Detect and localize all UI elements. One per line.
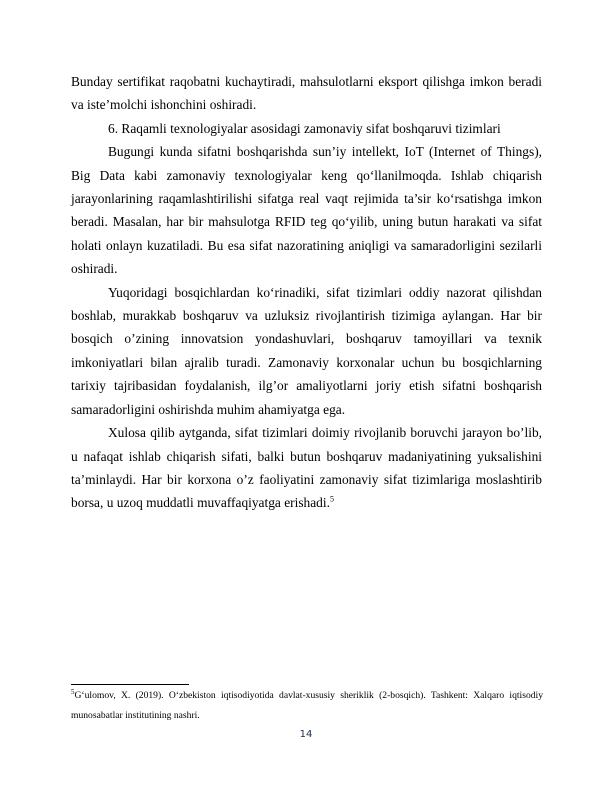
body-text — [71, 70, 542, 515]
paragraph-3 — [71, 281, 542, 421]
footnote — [71, 686, 543, 726]
page-number: 14 — [299, 729, 313, 740]
paragraph-text: Bugungi kunda sifatni boshqarishda sun’iy intellekt, IoT (Internet of Things), Big Data kabi zamonaviy texnologiyalar keng qo‘llanilmoqda. Ishlab chiqarish jarayonlarining raqamlashtirilishi sifatga real vaqt rejimida ta’sir ko‘rsatishga imkon beradi. Masalan, har bir mahsulotga RFID teg qo‘yilib, uning butun harakati va sifat holati onlayn kuzatiladi. Bu esa sifat nazoratining aniqligi va samaradorligini sezilarli oshiradi. — [71, 144, 542, 277]
footnote-divider — [71, 684, 189, 685]
paragraph-text: Yuqoridagi bosqichlardan ko‘rinadiki, sifat tizimlari oddiy nazorat qilishdan boshlab, murakkab boshqaruv va uzluksiz rivojlantirish tizimiga aylangan. Har bir bosqich o’zining innovatsion yondashuvlari, boshqaruv tamoyillari va texnik imkoniyatlari bilan ajralib turadi. Zamonaviy korxonalar uchun bu bosqichlarning tarixiy tajribasidan foydalanish, ilg’or amaliyotlarni joriy etish sifatni boshqarish samaradorligini oshirishda muhim ahamiyatga ega. — [71, 284, 542, 417]
footnote-text: G‘ulomov, X. (2019). O‘zbekiston iqtisodiyotida davlat-xususiy sheriklik (2-bosqich). Tashkent: Xalqaro iqtisodiy munosabatlar institutining nashri. — [71, 690, 543, 721]
footnote-reference[interactable]: 5 — [329, 494, 334, 504]
paragraph-1 — [71, 70, 542, 117]
paragraph-2 — [71, 140, 542, 280]
section-heading-text: 6. Raqamli texnologiyalar asosidagi zamonaviy sifat boshqaruvi tizimlari — [108, 120, 501, 136]
paragraph-text: Xulosa qilib aytganda, sifat tizimlari doimiy rivojlanib boruvchi jarayon bo’lib, u nafaqat ishlab chiqarish sifati, balki butun boshqaruv madaniyatining yuksalishini ta’minlaydi. Har bir korxona o’z faoliyatini zamonaviy sifat tizimlariga moslashtirib borsa, u uzoq muddatli muvaffaqiyatga erishadi. — [71, 425, 542, 511]
section-heading — [71, 117, 542, 140]
paragraph-text: Bunday sertifikat raqobatni kuchaytiradi, mahsulotlarni eksport qilishga imkon beradi va iste’molchi ishonchini oshiradi. — [71, 74, 542, 113]
footnote-marker: 5 — [71, 687, 75, 696]
paragraph-4 — [71, 421, 542, 515]
